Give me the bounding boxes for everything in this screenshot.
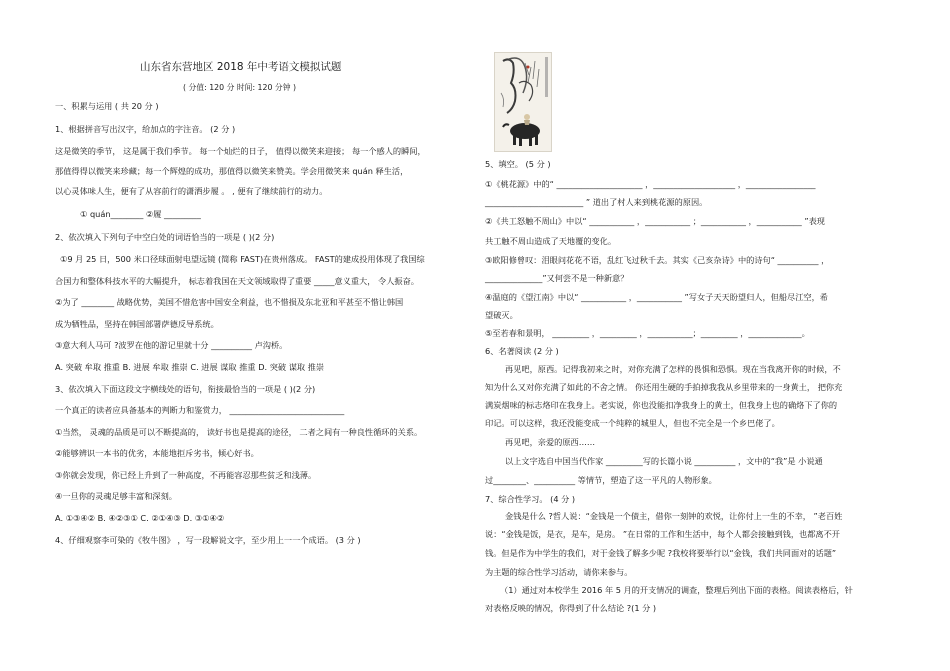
text-line: 以上文字选自中国当代作家 _________写的长篇小说 __________ ，文中的“我”是 小说通 xyxy=(505,456,823,466)
text-line: 再见吧，原西。记得我初来之时，对你充满了怎样的畏惧和恐惧。现在当我离开你的时候，不 xyxy=(505,364,841,374)
painting-image xyxy=(495,53,551,151)
question-4: 4、仔细观察李可染的《牧牛图》 ，写一段解说文字，至少用上一一个成语。 (3 分 ) xyxy=(55,535,361,545)
text-line: 以心灵体味人生，便有了从容前行的潇洒步履 。 , 便有了继续前行的动力。 xyxy=(55,186,328,196)
text-line: ______________”又何尝不是一种新意？ xyxy=(485,273,629,283)
sub-question: （1）通过对本校学生 2016 年 5 月的开支情况的调查，整理后列出下面的表格。阅读表格后，针 xyxy=(500,585,853,595)
text-line: 一个真正的读者应具备基本的判断力和鉴赏力， ____________________________ xyxy=(55,405,345,415)
text-line: ②《共工怒触不周山》中以“ ___________ ，___________ ；___________ ，___________ ”表现 xyxy=(485,216,825,226)
text-line: 共工触不周山造成了天地覆的变化。 xyxy=(485,236,617,246)
text-line: 印记。可以这样，我还没能变成一个纯粹的城里人，但也不完全是一个乡巴佬了。 xyxy=(485,418,780,428)
text-line: 过________、__________ 等情节，塑造了这一平凡的人物形象。 xyxy=(485,475,717,485)
text-line: ④一旦你的灵魂足够丰富和深刻。 xyxy=(55,491,177,501)
text-line: ①当然， 灵魂的品质是可以不断提高的， 读好书也是提高的途径， 二者之间有一种良性循环的关系。 xyxy=(55,427,423,437)
text-line: 金钱是什么 ?哲人说：“金钱是一个债主，借你一刻钟的欢悦，让你付上一生的不幸， ”老百姓 xyxy=(505,511,843,521)
text-line: ⑤至若春和景明， _________ ，_________ ，___________；_________ ，_____________。 xyxy=(485,328,810,338)
text-line: 对表格反映的情况，你得到了什么结论 ?(1 分 ) xyxy=(485,603,657,613)
herding-buffalo-painting xyxy=(494,52,552,152)
text-line: ③意大利人马可 ?波罗在他的游记里就十分 __________ 卢沟桥。 xyxy=(55,340,288,350)
text-line: 那值得得以微笑来珍藏；每一个辉煌的成功，那值得以微笑来赞美。学会用微笑来 quán 释生活， xyxy=(55,166,409,176)
text-line: 合国力和整体科技水平的大幅提升， 标志着我国在天文领域取得了重要 _____意义重大， 令人振奋。 xyxy=(55,276,419,286)
text-line: 再见吧，亲爱的原西…… xyxy=(505,437,596,447)
text-line: ①《桃花源》中的“ _____________________ ，____________________ ，_________________ xyxy=(485,179,816,189)
pinyin-blanks: ① quán________ ②履 _________ xyxy=(80,209,201,219)
answer-options: A. 突破 牟取 推重 B. 进展 牟取 推崇 C. 进展 谋取 推重 D. 突破 谋取 推崇 xyxy=(55,362,325,372)
exam-title: 山东省东营地区 2018 年中考语文模拟试题 xyxy=(140,61,342,73)
text-line: ④温庭的《望江南》中以“ ___________ ，___________ ”写女子天天盼望归人，但船尽江空，希 xyxy=(485,292,828,302)
question-7: 7、综合性学习。 (4 分 ) xyxy=(485,494,576,504)
question-5: 5、填空。 (5 分 ) xyxy=(485,159,551,169)
answer-options: A. ①③④② B. ④②③① C. ②①④③ D. ③①④② xyxy=(55,513,225,523)
question-1: 1、根据拼音写出汉字，给加点的字注音。 (2 分 ) xyxy=(55,124,236,134)
text-line: 知为什么又对你充满了如此的不舍之情。 你还用生硬的手拍掉我我从乡里带来的一身黄土， 把你充 xyxy=(485,382,843,392)
text-line: 钱。但是作为中学生的我们，对于金钱了解多少呢 ?我校将要举行以“金钱，我们共同面对的话题” xyxy=(485,548,837,558)
question-6: 6、名著阅读 (2 分 ) xyxy=(485,346,559,356)
section-heading: 一、积累与运用 ( 共 20 分 ) xyxy=(55,101,159,111)
text-line: ②为了 ________ 战略优势，美国不惜危害中国安全利益，也不惜损及东北亚和平甚至不惜让韩国 xyxy=(55,297,404,307)
question-2: 2、依次填入下列句子中空白处的词语恰当的一项是 ( )(2 分) xyxy=(55,232,275,242)
text-line: ③欧阳修曾叹：泪眼问花花不语，乱红飞过秋千去。其实《己亥杂诗》中的诗句“ __________ ， xyxy=(485,255,830,265)
text-line: 满炭烟味的标志烙印在我身上。老实说，你也没能扣净我身上的黄土，但我身上也的确烙下了你的 xyxy=(485,400,838,410)
question-3: 3、依次填入下面这段文字横线处的语句，衔接最恰当的一项是 ( )(2 分) xyxy=(55,384,316,394)
score-time-line: ( 分值: 120 分 时间: 120 分钟 ) xyxy=(183,83,297,92)
text-line: ________________________ ” 道出了村人来到桃花源的原因。 xyxy=(485,197,708,207)
text-line: 为主题的综合性学习活动，请你来参与。 xyxy=(485,567,633,577)
text-line: ②能够辨识一本书的优劣，本能地拒斥劣书，倾心好书。 xyxy=(55,448,259,458)
text-line: 望破灭。 xyxy=(485,310,518,320)
text-line: 说：“金钱是饭，是衣，是车，是房。 ”在日常的工作和生活中，每个人都会接触到钱，也都离不开 xyxy=(485,529,840,539)
text-line: ①9 月 25 日，500 米口径球面射电望远镜 (简称 FAST)在贵州落成。 FAST的建成投用体现了我国综 xyxy=(60,254,425,264)
text-line: 成为牺牲品，坚持在韩国部署萨德反导系统。 xyxy=(55,319,219,329)
text-line: 这是微笑的季节， 这是属于我们季节。 每一个灿烂的日子， 值得以微笑来迎接； 每一个感人的瞬间， xyxy=(55,146,426,156)
text-line: ③你就会发现，你已经上升到了一种高度，不再能容忍那些贫乏和浅薄。 xyxy=(55,470,317,480)
